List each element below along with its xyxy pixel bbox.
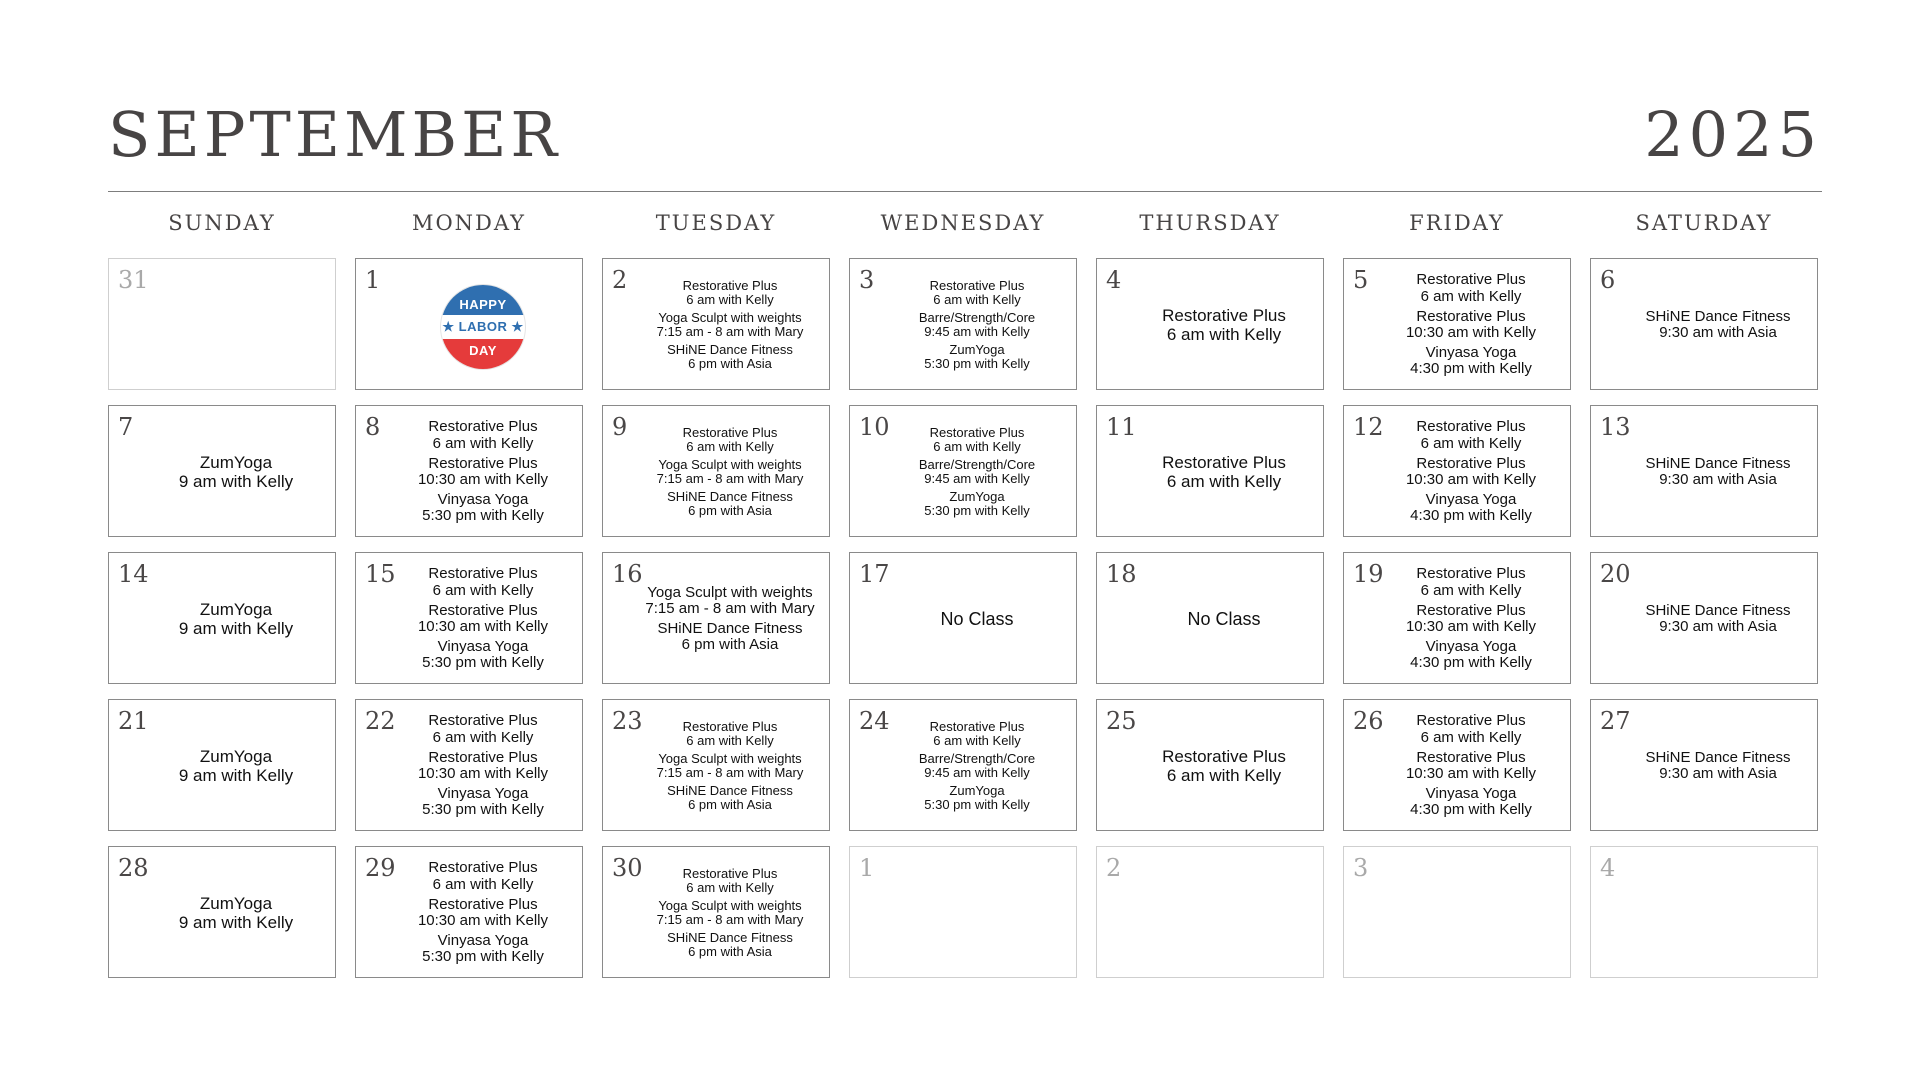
class-name: Yoga Sculpt with weights [658, 897, 802, 913]
calendar-day-cell-outside-month[interactable] [1590, 846, 1818, 978]
day-number: 13 [1600, 413, 1631, 441]
class-time: 5:30 pm with Kelly [422, 948, 544, 966]
class-event[interactable] [683, 426, 778, 454]
class-time: 5:30 pm with Kelly [422, 801, 544, 819]
calendar-day-cell[interactable] [602, 699, 830, 831]
calendar-day-cell[interactable] [1096, 405, 1324, 537]
class-event[interactable] [930, 279, 1025, 307]
class-name: Restorative Plus [428, 895, 538, 913]
class-event[interactable] [179, 600, 293, 638]
class-event[interactable] [657, 621, 802, 653]
day-events [637, 857, 823, 969]
class-time: 6 am with Kelly [1166, 472, 1282, 491]
class-time: 9 am with Kelly [178, 766, 294, 785]
class-event[interactable] [428, 419, 537, 451]
class-event[interactable] [1406, 456, 1536, 488]
calendar-day-cell[interactable] [108, 846, 336, 978]
weekday-thursday: THURSDAY [1139, 211, 1281, 235]
weekday-wednesday: WEDNESDAY [880, 211, 1046, 235]
class-time: 10:30 am with Kelly [417, 471, 549, 488]
calendar-day-cell[interactable] [355, 552, 583, 684]
class-event[interactable] [418, 897, 548, 929]
day-events [390, 563, 576, 675]
class-time: 4:30 pm with Kelly [1410, 654, 1532, 672]
day-events [637, 710, 823, 822]
class-time: 9 am with Kelly [178, 913, 294, 932]
day-events [1131, 416, 1317, 528]
day-events [390, 269, 576, 381]
day-number: 10 [859, 413, 890, 441]
class-time: 10:30 am with Kelly [1405, 765, 1537, 782]
day-number: 31 [118, 266, 149, 294]
class-time: 6 pm with Asia [688, 797, 772, 813]
class-name: SHiNE Dance Fitness [1645, 601, 1791, 619]
day-number: 20 [1600, 560, 1631, 588]
class-time: 9 am with Kelly [178, 472, 294, 491]
weekday-monday: MONDAY [411, 211, 527, 235]
class-event[interactable] [657, 458, 804, 486]
calendar-day-cell[interactable] [355, 699, 583, 831]
class-time: 6 am with Kelly [686, 438, 774, 454]
class-name: Vinyasa Yoga [1425, 344, 1517, 362]
class-name: Restorative Plus [1162, 305, 1286, 325]
calendar-header [108, 95, 1822, 192]
class-time: 6 am with Kelly [933, 438, 1021, 454]
day-events [884, 710, 1070, 822]
calendar-day-cell[interactable] [1096, 699, 1324, 831]
day-number: 4 [1106, 266, 1122, 294]
day-number: 15 [365, 560, 396, 588]
day-number: 2 [1106, 854, 1122, 882]
day-events [390, 710, 576, 822]
class-time: 6 am with Kelly [1420, 287, 1522, 305]
day-number: 24 [859, 707, 890, 735]
class-name: ZumYoga [949, 783, 1005, 799]
day-number: 6 [1600, 266, 1616, 294]
class-time: 7:15 am - 8 am with Mary [656, 912, 804, 927]
class-event[interactable] [1416, 272, 1525, 304]
calendar-day-cell[interactable] [602, 552, 830, 684]
class-name: SHiNE Dance Fitness [1645, 454, 1791, 472]
weekday-tuesday: TUESDAY [655, 211, 777, 235]
class-name: SHiNE Dance Fitness [667, 783, 793, 799]
day-events [1625, 416, 1811, 528]
day-number: 25 [1106, 707, 1137, 735]
day-events [1378, 563, 1564, 675]
class-time: 6 am with Kelly [1420, 728, 1522, 746]
class-time: 10:30 am with Kelly [1405, 471, 1537, 488]
class-event[interactable] [422, 639, 544, 671]
day-events [390, 857, 576, 969]
labor-day-badge-icon [441, 285, 525, 369]
year-title: 2025 [1644, 98, 1822, 171]
class-time: 6 am with Kelly [1166, 325, 1282, 344]
class-name: Restorative Plus [682, 277, 778, 293]
class-name: Restorative Plus [428, 859, 538, 877]
day-number: 18 [1106, 560, 1137, 588]
day-number: 9 [612, 413, 628, 441]
class-time: 6 pm with Asia [688, 503, 772, 519]
class-time: 6 pm with Asia [688, 944, 772, 960]
class-event[interactable] [667, 343, 793, 371]
day-number: 5 [1353, 266, 1369, 294]
day-events [1378, 857, 1564, 969]
class-name: Vinyasa Yoga [437, 638, 529, 656]
class-event[interactable] [422, 933, 544, 965]
class-name: ZumYoga [199, 746, 273, 766]
calendar-day-cell[interactable] [1343, 552, 1571, 684]
class-event[interactable] [924, 784, 1030, 812]
class-time: 5:30 pm with Kelly [924, 356, 1030, 372]
class-time: 6 am with Kelly [933, 732, 1021, 748]
calendar-day-cell[interactable] [1343, 405, 1571, 537]
calendar-day-cell[interactable] [108, 405, 336, 537]
day-events [143, 710, 329, 822]
day-number: 21 [118, 707, 149, 735]
day-number: 26 [1353, 707, 1384, 735]
class-event[interactable] [1162, 747, 1286, 785]
class-name: Restorative Plus [428, 565, 538, 583]
class-time: 7:15 am - 8 am with Mary [656, 471, 804, 486]
class-time: 6 am with Kelly [686, 879, 774, 895]
class-name: Restorative Plus [1416, 748, 1526, 766]
day-number: 16 [612, 560, 643, 588]
day-number: 3 [1353, 854, 1369, 882]
class-event[interactable] [179, 747, 293, 785]
class-event[interactable] [919, 311, 1035, 339]
class-name: Restorative Plus [1416, 712, 1526, 730]
class-event[interactable] [1406, 603, 1536, 635]
class-time: 4:30 pm with Kelly [1410, 360, 1532, 378]
class-event[interactable] [1416, 566, 1525, 598]
class-name: ZumYoga [199, 599, 273, 619]
class-time: 4:30 pm with Kelly [1410, 801, 1532, 819]
day-number: 11 [1106, 413, 1137, 441]
class-time: 5:30 pm with Kelly [924, 797, 1030, 813]
class-time: 9:45 am with Kelly [924, 471, 1030, 486]
class-name: Restorative Plus [1162, 452, 1286, 472]
calendar-day-cell-outside-month[interactable] [1343, 846, 1571, 978]
class-name: ZumYoga [199, 893, 273, 913]
class-name: Vinyasa Yoga [1425, 785, 1517, 803]
day-events [637, 269, 823, 381]
day-number: 8 [365, 413, 381, 441]
day-number: 27 [1600, 707, 1631, 735]
month-title: SEPTEMBER [108, 98, 562, 171]
class-event[interactable] [657, 899, 804, 927]
class-name: SHiNE Dance Fitness [667, 489, 793, 505]
class-time: 6 am with Kelly [686, 291, 774, 307]
class-event[interactable] [667, 931, 793, 959]
class-name: ZumYoga [949, 342, 1005, 358]
class-time: 6 pm with Asia [688, 356, 772, 372]
calendar-day-cell[interactable] [1590, 258, 1818, 390]
class-event[interactable] [1645, 456, 1790, 488]
class-event[interactable] [667, 784, 793, 812]
calendar-day-cell[interactable] [1343, 699, 1571, 831]
calendar-day-cell[interactable] [1590, 552, 1818, 684]
class-event[interactable] [422, 786, 544, 818]
class-name: SHiNE Dance Fitness [1645, 307, 1791, 325]
calendar-day-cell[interactable] [602, 258, 830, 390]
class-name: Restorative Plus [428, 601, 538, 619]
class-name: SHiNE Dance Fitness [657, 620, 803, 637]
class-event[interactable] [1416, 713, 1525, 745]
calendar-grid [108, 258, 1822, 978]
class-event[interactable] [1416, 419, 1525, 451]
class-name: Restorative Plus [1416, 307, 1526, 325]
class-event[interactable] [683, 867, 778, 895]
class-event[interactable] [1406, 750, 1536, 782]
class-event[interactable] [930, 720, 1025, 748]
class-time: 5:30 pm with Kelly [422, 654, 544, 672]
day-number: 4 [1600, 854, 1616, 882]
calendar-day-cell[interactable] [1590, 405, 1818, 537]
calendar-day-cell[interactable] [849, 405, 1077, 537]
class-event[interactable] [418, 750, 548, 782]
calendar-day-cell[interactable] [602, 846, 830, 978]
day-events [1625, 710, 1811, 822]
class-event[interactable] [924, 343, 1030, 371]
class-time: 10:30 am with Kelly [417, 618, 549, 635]
day-number: 1 [365, 266, 381, 294]
day-events [1625, 563, 1811, 675]
calendar-day-cell[interactable] [1096, 552, 1324, 684]
class-event[interactable] [428, 860, 537, 892]
class-name: Restorative Plus [1416, 271, 1526, 289]
calendar-day-cell[interactable] [355, 405, 583, 537]
calendar-day-cell[interactable] [355, 846, 583, 978]
class-name: Restorative Plus [1416, 418, 1526, 436]
class-name: Restorative Plus [1162, 746, 1286, 766]
day-events [1378, 269, 1564, 381]
calendar-day-cell[interactable] [108, 552, 336, 684]
class-time: 9:30 am with Asia [1659, 618, 1777, 635]
class-event[interactable] [428, 566, 537, 598]
class-time: 10:30 am with Kelly [1405, 618, 1537, 635]
no-class-label: No Class [1187, 608, 1261, 629]
calendar-day-cell[interactable] [849, 699, 1077, 831]
class-time: 6 am with Kelly [1420, 434, 1522, 452]
day-number: 2 [612, 266, 628, 294]
weekday-sunday: SUNDAY [168, 211, 276, 235]
class-time: 5:30 pm with Kelly [422, 507, 544, 525]
class-time: 6 am with Kelly [933, 291, 1021, 307]
day-events [1625, 269, 1811, 381]
class-event[interactable] [1410, 639, 1532, 671]
day-events [884, 563, 1070, 675]
day-events [143, 416, 329, 528]
class-event[interactable] [1406, 309, 1536, 341]
day-number: 23 [612, 707, 643, 735]
class-name: Restorative Plus [929, 718, 1025, 734]
calendar-day-cell[interactable] [849, 552, 1077, 684]
class-time: 6 am with Kelly [1166, 766, 1282, 785]
class-time: 6 am with Kelly [432, 434, 534, 452]
class-event[interactable] [924, 490, 1030, 518]
class-event[interactable] [179, 894, 293, 932]
class-event[interactable] [1410, 345, 1532, 377]
class-event[interactable] [919, 458, 1035, 486]
class-name: Restorative Plus [682, 865, 778, 881]
day-number: 28 [118, 854, 149, 882]
calendar-day-cell[interactable] [108, 699, 336, 831]
day-events [637, 416, 823, 528]
class-name: Restorative Plus [428, 748, 538, 766]
no-class-label: No Class [940, 608, 1014, 629]
day-events [143, 857, 329, 969]
class-name: Yoga Sculpt with weights [658, 456, 802, 472]
class-name: Barre/Strength/Core [918, 750, 1036, 766]
class-event[interactable] [667, 490, 793, 518]
class-time: 10:30 am with Kelly [1405, 324, 1537, 341]
day-events [143, 563, 329, 675]
day-events [143, 269, 329, 381]
day-number: 14 [118, 560, 149, 588]
calendar-day-cell[interactable] [1096, 258, 1324, 390]
class-time: 10:30 am with Kelly [417, 765, 549, 782]
calendar-day-cell-outside-month[interactable] [1096, 846, 1324, 978]
class-event[interactable] [657, 752, 804, 780]
day-events [637, 563, 823, 675]
class-time: 6 am with Kelly [1420, 581, 1522, 599]
labor-day-badge-text: HAPPY [459, 297, 507, 312]
day-number: 3 [859, 266, 875, 294]
class-name: Vinyasa Yoga [1425, 491, 1517, 509]
class-event[interactable] [428, 713, 537, 745]
class-event[interactable] [1162, 306, 1286, 344]
calendar-day-cell[interactable] [1590, 699, 1818, 831]
weekday-friday: FRIDAY [1409, 211, 1505, 235]
class-name: SHiNE Dance Fitness [1645, 748, 1791, 766]
class-time: 9:30 am with Asia [1659, 765, 1777, 782]
class-event[interactable] [1162, 453, 1286, 491]
class-time: 7:15 am - 8 am with Mary [656, 765, 804, 780]
day-number: 30 [612, 854, 643, 882]
class-time: 6 am with Kelly [432, 581, 534, 599]
weekday-header-row [108, 205, 1822, 241]
day-events [884, 857, 1070, 969]
class-event[interactable] [418, 456, 548, 488]
class-event[interactable] [1645, 750, 1790, 782]
calendar-day-cell[interactable] [602, 405, 830, 537]
class-time: 9:30 am with Asia [1659, 471, 1777, 488]
class-time: 6 pm with Asia [681, 636, 779, 654]
day-number: 29 [365, 854, 396, 882]
class-event[interactable] [1410, 786, 1532, 818]
class-name: Restorative Plus [428, 418, 538, 436]
class-time: 4:30 pm with Kelly [1410, 507, 1532, 525]
day-number: 1 [859, 854, 875, 882]
calendar-day-cell[interactable] [1343, 258, 1571, 390]
day-events [1378, 710, 1564, 822]
calendar-day-cell[interactable] [849, 258, 1077, 390]
class-event[interactable] [919, 752, 1035, 780]
class-time: 9:45 am with Kelly [924, 324, 1030, 339]
day-events [1378, 416, 1564, 528]
class-name: ZumYoga [949, 489, 1005, 505]
day-events [1131, 269, 1317, 381]
class-event[interactable] [422, 492, 544, 524]
class-name: Restorative Plus [682, 718, 778, 734]
day-events [1131, 857, 1317, 969]
weekday-saturday: SATURDAY [1635, 211, 1773, 235]
class-event[interactable] [930, 426, 1025, 454]
class-name: Vinyasa Yoga [437, 491, 529, 509]
class-name: Vinyasa Yoga [1425, 638, 1517, 656]
class-time: 5:30 pm with Kelly [924, 503, 1030, 519]
class-time: 10:30 am with Kelly [417, 912, 549, 929]
class-time: 7:15 am - 8 am with Mary [656, 324, 804, 339]
class-name: ZumYoga [199, 452, 273, 472]
class-name: Restorative Plus [929, 424, 1025, 440]
class-event[interactable] [1645, 309, 1790, 341]
class-time: 7:15 am - 8 am with Mary [645, 599, 815, 617]
day-number: 12 [1353, 413, 1384, 441]
class-name: Vinyasa Yoga [437, 932, 529, 950]
calendar-day-cell-outside-month[interactable] [849, 846, 1077, 978]
class-name: Restorative Plus [428, 712, 538, 730]
class-event[interactable] [1410, 492, 1532, 524]
class-name: SHiNE Dance Fitness [667, 930, 793, 946]
day-number: 22 [365, 707, 396, 735]
day-events [884, 416, 1070, 528]
day-number: 19 [1353, 560, 1384, 588]
class-name: SHiNE Dance Fitness [667, 342, 793, 358]
class-time: 9 am with Kelly [178, 619, 294, 638]
class-event[interactable] [418, 603, 548, 635]
day-events [884, 269, 1070, 381]
class-name: Restorative Plus [1416, 565, 1526, 583]
class-name: Yoga Sculpt with weights [658, 309, 802, 325]
day-events [1131, 710, 1317, 822]
class-name: Barre/Strength/Core [918, 309, 1036, 325]
class-name: Restorative Plus [682, 424, 778, 440]
calendar-day-cell-outside-month[interactable] [108, 258, 336, 390]
class-name: Restorative Plus [1416, 454, 1526, 472]
class-name: Restorative Plus [929, 277, 1025, 293]
class-name: Vinyasa Yoga [437, 785, 529, 803]
class-time: 6 am with Kelly [432, 728, 534, 746]
class-event[interactable] [645, 585, 814, 617]
class-time: 6 am with Kelly [432, 875, 534, 893]
class-name: Barre/Strength/Core [918, 456, 1036, 472]
day-events [1131, 563, 1317, 675]
day-events [1625, 857, 1811, 969]
labor-day-badge-text: DAY [469, 343, 497, 358]
class-time: 9:30 am with Asia [1659, 324, 1777, 341]
class-time: 9:45 am with Kelly [924, 765, 1030, 780]
class-event[interactable] [1645, 603, 1790, 635]
class-name: Restorative Plus [1416, 601, 1526, 619]
class-name: Restorative Plus [428, 454, 538, 472]
class-event[interactable] [657, 311, 804, 339]
class-event[interactable] [179, 453, 293, 491]
class-name: Yoga Sculpt with weights [658, 750, 802, 766]
day-number: 7 [118, 413, 134, 441]
day-events [390, 416, 576, 528]
class-time: 6 am with Kelly [686, 732, 774, 748]
class-event[interactable] [683, 720, 778, 748]
class-name: Yoga Sculpt with weights [647, 583, 813, 601]
labor-day-badge-text: ★ LABOR ★ [442, 319, 524, 334]
class-event[interactable] [683, 279, 778, 307]
day-number: 17 [859, 560, 890, 588]
calendar-day-cell[interactable] [355, 258, 583, 390]
